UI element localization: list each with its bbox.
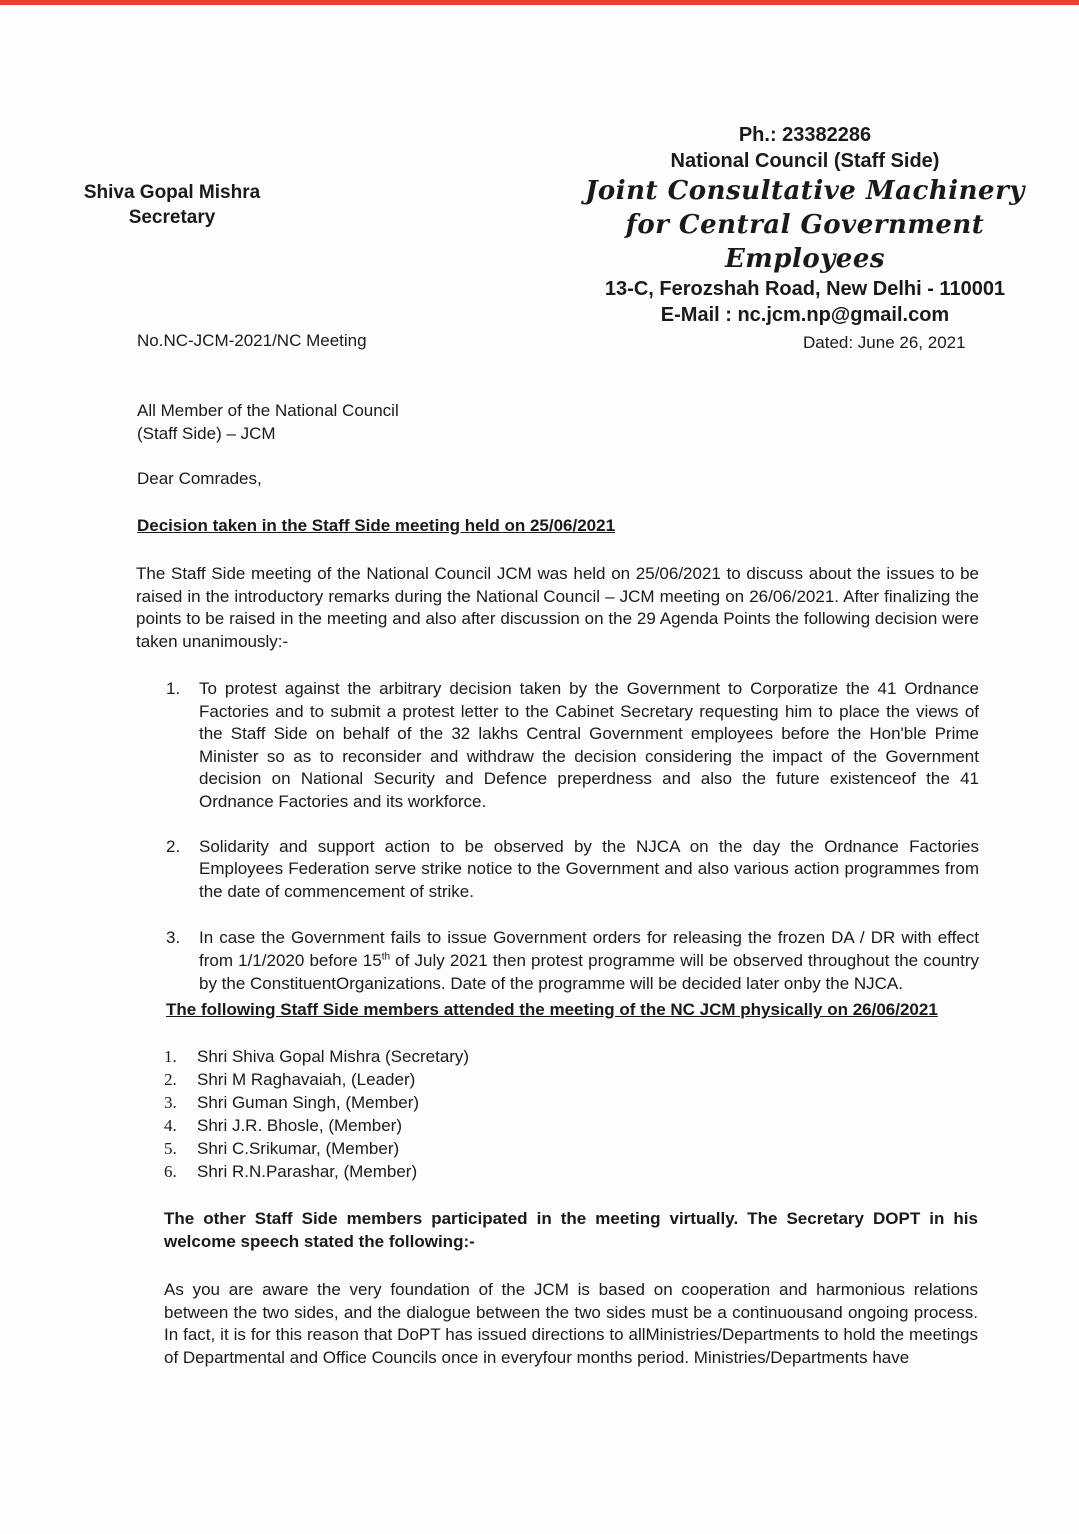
recipient-line1: All Member of the National Council xyxy=(137,401,399,420)
recipient-line2: (Staff Side) – JCM xyxy=(137,424,276,443)
decision-item xyxy=(166,836,979,904)
decision-number: 3. xyxy=(166,928,181,948)
speech-paragraph: As you are aware the very foundation of the JCM is based on cooperation and harmonious relations between the two sides, and the dialogue between the two sides must be a continuousand ongoing process. In fact, it is for this reason that DoPT has issued directions to allMinistries/Departments to hold the meetings of Departmental and Office Councils once in everyfour months period. Ministries/Departments have xyxy=(164,1280,978,1367)
list-item xyxy=(164,1137,469,1160)
top-border xyxy=(0,0,1079,5)
letterhead xyxy=(585,122,1025,328)
decision-text-part-a: In case the Government fails to issue Government orders for releasing the frozen DA / DR with effect from 1/1/2020 before 15 xyxy=(199,928,979,970)
decision-list xyxy=(166,678,979,995)
intro-paragraph: The Staff Side meeting of the National Council JCM was held on 25/06/2021 to discuss about the issues to be raised in the introductory remarks during the National Council – JCM meeting on 26/06/2021. After finalizing the points to be raised in the meeting and also after discussion on the 29 Agenda Points the following decision were taken unanimously:- xyxy=(136,564,979,651)
letterhead-org: National Council (Staff Side) xyxy=(670,150,940,172)
decision-text: To protest against the arbitrary decision taken by the Government to Corporatize the 41 Ordnance Factories and to submit a protest letter to the Cabinet Secretary requesting him to place the views of the Staff Side on behalf of the 32 lakhs Central Government employees before the Hon'ble Prime Minister so as to reconsider and withdraw the decision considering the impact of the Government decision on National Security and Defence preperdness and also the future existenceof the 41 Ordnance Factories and its workforce. xyxy=(199,679,979,811)
list-item xyxy=(164,1160,469,1183)
sender-name: Shiva Gopal Mishra xyxy=(83,182,261,203)
member-list xyxy=(164,1045,469,1183)
list-item xyxy=(164,1045,469,1068)
member-name: Shri Shiva Gopal Mishra (Secretary) xyxy=(197,1047,470,1066)
decision-item xyxy=(166,927,979,995)
member-number: 3. xyxy=(164,1093,177,1112)
letterhead-script-line1: Joint Consultative Machinery xyxy=(585,176,1025,206)
greeting: Dear Comrades, xyxy=(137,469,262,488)
sender-block xyxy=(72,180,272,230)
letterhead-script-line2: for Central Government Employees xyxy=(625,210,985,274)
reference-number: No.NC-JCM-2021/NC Meeting xyxy=(137,331,367,350)
member-name: Shri J.R. Bhosle, (Member) xyxy=(197,1116,402,1135)
decision-item xyxy=(166,678,979,814)
decision-text-part-b: of July 2021 then protest programme will be observed throughout the country by the ConstituentOrganizations. Date of the programme will be decided later onby the NJCA. xyxy=(199,950,979,993)
letterhead-email: E-Mail : nc.jcm.np@gmail.com xyxy=(660,304,950,326)
decision-number: 2. xyxy=(166,836,181,856)
recipient-block xyxy=(137,399,399,445)
member-name: Shri R.N.Parashar, (Member) xyxy=(197,1162,418,1181)
virtual-participation-note: The other Staff Side members participated in the meeting virtually. The Secretary DOPT in his welcome speech stated the following:- xyxy=(164,1209,978,1251)
letterhead-address: 13-C, Ferozshah Road, New Delhi - 110001 xyxy=(604,278,1006,300)
member-number: 5. xyxy=(164,1139,177,1158)
member-name: Shri Guman Singh, (Member) xyxy=(197,1093,420,1112)
list-item xyxy=(164,1068,469,1091)
heading-attendees: The following Staff Side members attended the meeting of the NC JCM physically on 26/06/2021 xyxy=(166,1000,938,1019)
decision-number: 1. xyxy=(166,679,181,698)
heading-decision: Decision taken in the Staff Side meeting held on 25/06/2021 xyxy=(137,516,616,535)
list-item xyxy=(164,1091,469,1114)
ordinal-suffix: th xyxy=(381,951,391,963)
letterhead-phone: Ph.: 23382286 xyxy=(738,124,872,146)
member-number: 1. xyxy=(164,1047,177,1066)
member-number: 2. xyxy=(164,1070,177,1089)
list-item xyxy=(164,1114,469,1137)
member-number: 4. xyxy=(164,1116,177,1135)
member-name: Shri C.Srikumar, (Member) xyxy=(197,1139,400,1158)
member-name: Shri M Raghavaiah, (Leader) xyxy=(197,1070,416,1089)
sender-title: Secretary xyxy=(128,207,216,228)
member-number: 6. xyxy=(164,1162,177,1181)
letter-date: Dated: June 26, 2021 xyxy=(803,333,966,352)
decision-text: Solidarity and support action to be observed by the NJCA on the day the Ordnance Factories Employees Federation serve strike notice to the Government and also various action programmes from the date of commencement of strike. xyxy=(199,836,979,901)
